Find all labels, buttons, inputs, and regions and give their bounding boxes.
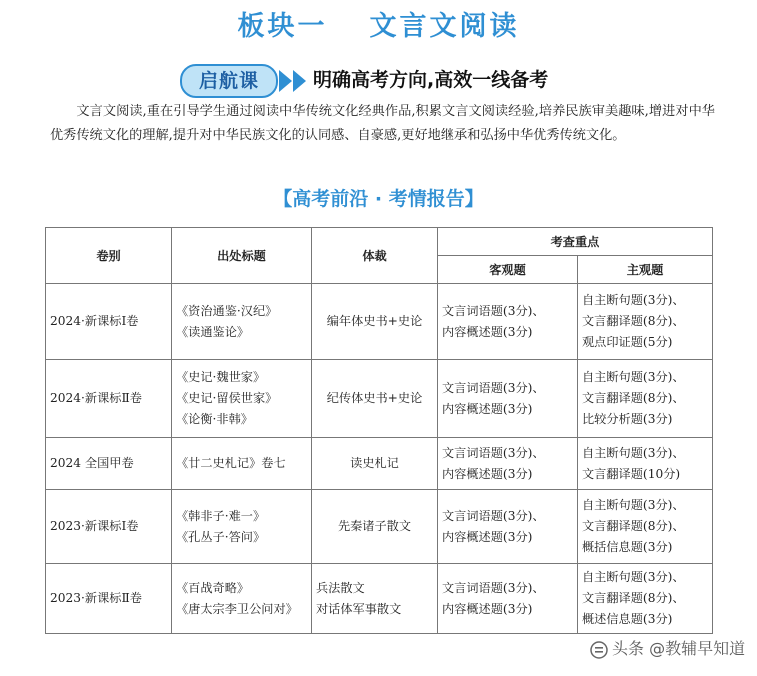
cell-subjective-line: 文言翻译题(8分)、 <box>582 314 685 328</box>
cell-source-line: 《读通鉴论》 <box>176 324 250 339</box>
cell-genre <box>312 360 438 438</box>
cell-subjective <box>578 490 713 564</box>
cell-source <box>172 490 312 564</box>
cell-subjective-line: 比较分析题(3分) <box>582 412 673 426</box>
cell-paper: 2023·新课标Ⅱ卷 <box>46 564 172 634</box>
cell-objective-line: 内容概述题(3分) <box>442 324 533 339</box>
table-row <box>46 564 713 634</box>
cell-subjective-line: 文言翻译题(8分)、 <box>582 391 685 405</box>
cell-objective-line: 内容概述题(3分) <box>442 601 533 616</box>
cell-subjective <box>578 564 713 634</box>
cell-subjective-line: 文言翻译题(8分)、 <box>582 591 685 605</box>
cell-objective-line: 文言词语题(3分)、 <box>442 380 545 395</box>
cell-objective-line: 内容概述题(3分) <box>442 466 533 481</box>
cell-genre <box>312 490 438 564</box>
cell-genre-line: 对话体军事散文 <box>316 601 402 616</box>
table-row <box>46 360 713 438</box>
cell-paper: 2024·新课标Ⅱ卷 <box>46 360 172 438</box>
page-title <box>0 4 757 43</box>
exam-report-table <box>45 227 713 634</box>
table-row <box>46 438 713 490</box>
cell-objective-line: 内容概述题(3分) <box>442 529 533 544</box>
cell-genre-line: 纪传体史书+史论 <box>326 391 423 405</box>
cell-source <box>172 360 312 438</box>
cell-genre-line: 兵法散文 <box>316 580 365 595</box>
cell-source-line: 《廿二史札记》卷七 <box>176 456 286 470</box>
cell-objective-line: 文言词语题(3分)、 <box>442 508 545 523</box>
cell-objective-line: 文言词语题(3分)、 <box>442 303 545 318</box>
double-chevron-icon <box>279 70 309 92</box>
subject-label: 文言文阅读 <box>369 11 520 42</box>
cell-objective <box>438 438 578 490</box>
col-header-subjective: 主观题 <box>578 256 713 284</box>
toutiao-logo-icon <box>590 641 612 659</box>
cell-subjective <box>578 360 713 438</box>
cell-objective <box>438 490 578 564</box>
cell-paper: 2023·新课标Ⅰ卷 <box>46 490 172 564</box>
banner-slogan: 明确高考方向,高效一线备考 <box>313 69 549 91</box>
cell-source-line: 《百战奇略》 <box>176 580 250 595</box>
cell-objective-line: 内容概述题(3分) <box>442 401 533 416</box>
cell-source-line: 《资治通鉴·汉纪》 <box>176 303 278 318</box>
intro-paragraph: 文言文阅读,重在引导学生通过阅读中华传统文化经典作品,积累文言文阅读经验,培养民族审美趣味,增进对中华优秀传统文化的理解,提升对中华民族文化的认同感、自豪感,更好地继承和弘扬中华优秀传统文化。 <box>50 104 715 143</box>
cell-objective <box>438 284 578 360</box>
cell-subjective-line: 自主断句题(3分)、 <box>582 570 685 584</box>
section-title: 【高考前沿 · 考情报告】 <box>273 188 484 210</box>
watermark-text: 头条 @教辅早知道 <box>612 639 746 658</box>
cell-source <box>172 438 312 490</box>
col-header-objective: 客观题 <box>438 256 578 284</box>
col-header-genre: 体裁 <box>312 228 438 284</box>
cell-subjective-line: 自主断句题(3分)、 <box>582 293 685 307</box>
cell-subjective-line: 观点印证题(5分) <box>582 335 673 349</box>
cell-subjective-line: 概括信息题(3分) <box>582 540 673 554</box>
cell-source-line: 《史记·魏世家》 <box>176 370 266 384</box>
cell-subjective-line: 文言翻译题(8分)、 <box>582 519 685 533</box>
cell-subjective <box>578 438 713 490</box>
cell-paper: 2024 全国甲卷 <box>46 438 172 490</box>
cell-genre <box>312 284 438 360</box>
cell-source-line: 《孔丛子·答问》 <box>176 529 266 544</box>
cell-subjective-line: 概述信息题(3分) <box>582 612 673 626</box>
cell-source-line: 《唐太宗李卫公问对》 <box>176 601 298 616</box>
cell-source-line: 《史记·留侯世家》 <box>176 391 278 405</box>
table-row <box>46 284 713 360</box>
watermark <box>590 636 750 662</box>
cell-genre-line: 先秦诸子散文 <box>337 519 412 533</box>
cell-subjective-line: 自主断句题(3分)、 <box>582 370 685 384</box>
cell-objective-line: 文言词语题(3分)、 <box>442 445 545 460</box>
cell-genre-line: 读史札记 <box>350 456 399 470</box>
col-header-paper: 卷别 <box>46 228 172 284</box>
cell-subjective <box>578 284 713 360</box>
cell-source <box>172 284 312 360</box>
cell-objective <box>438 564 578 634</box>
badge: 启航课 <box>180 64 278 98</box>
table-row <box>46 490 713 564</box>
cell-source-line: 《韩非子·难一》 <box>176 508 266 523</box>
cell-genre <box>312 564 438 634</box>
cell-objective <box>438 360 578 438</box>
block-label: 板块一 <box>237 11 328 42</box>
cell-subjective-line: 自主断句题(3分)、 <box>582 498 685 512</box>
cell-genre-line: 编年体史书+史论 <box>326 314 423 328</box>
cell-subjective-line: 自主断句题(3分)、 <box>582 445 685 460</box>
cell-subjective-line: 文言翻译题(10分) <box>582 466 681 481</box>
cell-source <box>172 564 312 634</box>
cell-paper: 2024·新课标Ⅰ卷 <box>46 284 172 360</box>
col-header-source: 出处标题 <box>172 228 312 284</box>
cell-genre <box>312 438 438 490</box>
col-header-focus: 考查重点 <box>438 228 713 256</box>
cell-source-line: 《论衡·非韩》 <box>176 412 253 426</box>
cell-objective-line: 文言词语题(3分)、 <box>442 580 545 595</box>
